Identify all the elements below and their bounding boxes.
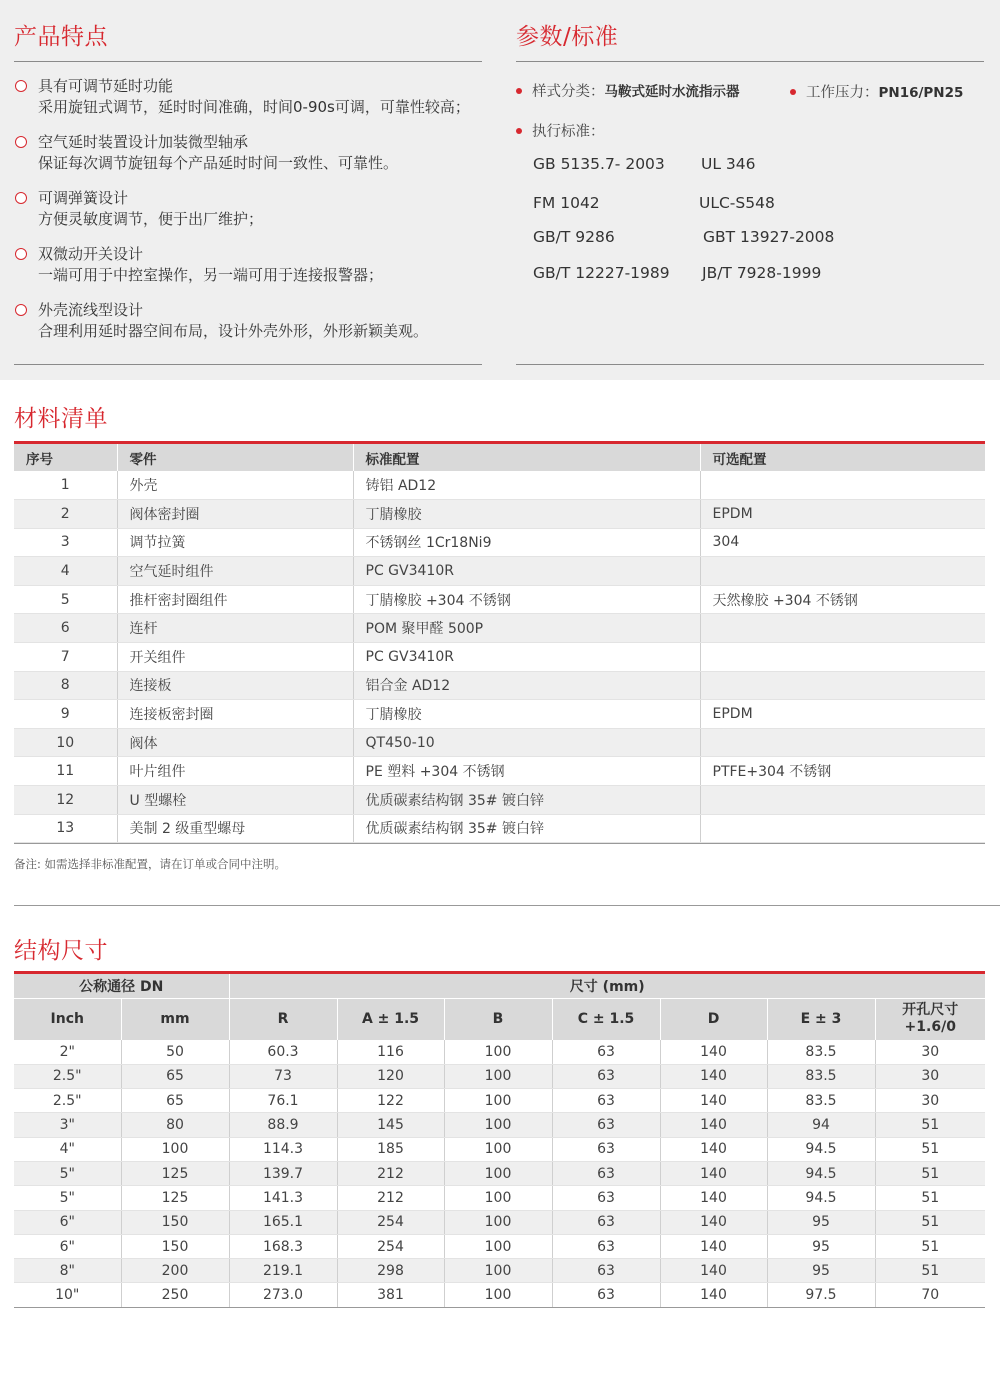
table-cell: 连接板密封圈	[117, 700, 353, 729]
table-cell: 95	[767, 1234, 875, 1258]
table-cell: 100	[444, 1161, 552, 1185]
table-cell: 5	[14, 585, 117, 614]
table-cell: 97.5	[767, 1283, 875, 1307]
table-cell: 94	[767, 1113, 875, 1137]
col-header: R	[229, 998, 337, 1040]
table-cell: 100	[444, 1283, 552, 1307]
table-cell: 30	[875, 1040, 985, 1064]
table-cell: POM 聚甲醛 500P	[353, 614, 700, 643]
pressure-value: PN16/PN25	[878, 85, 964, 101]
table-cell: 381	[337, 1283, 444, 1307]
col-header: E ± 3	[767, 998, 875, 1040]
table-cell: 304	[700, 528, 985, 557]
table-cell: 2"	[14, 1040, 121, 1064]
table-cell: 3	[14, 528, 117, 557]
table-row	[14, 1283, 985, 1307]
table-cell: 140	[660, 1161, 767, 1185]
style-label: 样式分类：	[532, 84, 605, 100]
table-cell: 95	[767, 1210, 875, 1234]
col-header: A ± 1.5	[337, 998, 444, 1040]
table-cell: EPDM	[700, 500, 985, 529]
table-cell: 6"	[14, 1234, 121, 1258]
table-cell: 4	[14, 557, 117, 586]
table-cell: 连杆	[117, 614, 353, 643]
dimensions-header-row	[14, 998, 985, 1040]
feature-desc: 保证每次调节旋钮每个产品延时时间一致性、可靠性。	[38, 154, 399, 172]
group-header-dn: 公称通径 DN	[14, 974, 229, 998]
table-cell: 140	[660, 1210, 767, 1234]
table-cell: 63	[552, 1064, 660, 1088]
table-cell: 丁腈橡胶 +304 不锈钢	[353, 585, 700, 614]
table-cell: 140	[660, 1186, 767, 1210]
table-cell: 94.5	[767, 1161, 875, 1185]
table-cell: 63	[552, 1259, 660, 1283]
table-cell: 6	[14, 614, 117, 643]
table-row	[14, 700, 985, 729]
table-cell: 150	[121, 1210, 229, 1234]
table-cell: 140	[660, 1137, 767, 1161]
standard-label: 执行标准：	[532, 124, 605, 140]
table-cell: 125	[121, 1186, 229, 1210]
params-bottom-rule	[516, 364, 984, 365]
col-header: C ± 1.5	[552, 998, 660, 1040]
table-cell: 100	[444, 1040, 552, 1064]
table-cell: QT450-10	[353, 728, 700, 757]
table-cell: 推杆密封圈组件	[117, 585, 353, 614]
table-row	[14, 1234, 985, 1258]
table-cell: 连接板	[117, 671, 353, 700]
table-cell: 140	[660, 1259, 767, 1283]
table-cell: 2.5"	[14, 1089, 121, 1113]
table-cell	[700, 557, 985, 586]
features-top-rule	[14, 61, 482, 62]
table-cell	[700, 614, 985, 643]
table-cell: 调节拉簧	[117, 528, 353, 557]
table-cell: 200	[121, 1259, 229, 1283]
table-cell: 13	[14, 814, 117, 843]
table-cell: 250	[121, 1283, 229, 1307]
table-row	[14, 1186, 985, 1210]
feature-item	[14, 76, 484, 132]
standard-item: GB/T 12227-1989	[533, 264, 670, 282]
table-cell: 4"	[14, 1137, 121, 1161]
table-row	[14, 728, 985, 757]
table-cell	[700, 471, 985, 500]
table-row	[14, 1040, 985, 1064]
table-cell: 10"	[14, 1283, 121, 1307]
standard-item: UL 346	[701, 155, 756, 173]
table-cell: 120	[337, 1064, 444, 1088]
table-cell: 不锈钢丝 1Cr18Ni9	[353, 528, 700, 557]
table-cell: 空气延时组件	[117, 557, 353, 586]
params-title: 参数/标准	[516, 24, 619, 50]
table-cell: 219.1	[229, 1259, 337, 1283]
table-cell: 2.5"	[14, 1064, 121, 1088]
table-cell: 阀体	[117, 728, 353, 757]
table-cell: 12	[14, 786, 117, 815]
materials-table	[14, 444, 985, 843]
table-cell: 51	[875, 1161, 985, 1185]
table-cell: 30	[875, 1089, 985, 1113]
table-cell: 298	[337, 1259, 444, 1283]
feature-desc: 采用旋钮式调节，延时时间准确，时间0-90s可调，可靠性较高；	[38, 98, 470, 116]
table-cell: 60.3	[229, 1040, 337, 1064]
table-cell: 140	[660, 1064, 767, 1088]
table-cell: 145	[337, 1113, 444, 1137]
table-cell: 3"	[14, 1113, 121, 1137]
standard-item: GB 5135.7- 2003	[533, 155, 665, 173]
table-cell: 8"	[14, 1259, 121, 1283]
table-cell: 51	[875, 1210, 985, 1234]
table-cell: 100	[444, 1089, 552, 1113]
materials-title: 材料清单	[14, 406, 108, 432]
table-cell: 254	[337, 1210, 444, 1234]
table-cell: 165.1	[229, 1210, 337, 1234]
table-cell: 65	[121, 1064, 229, 1088]
table-cell	[700, 671, 985, 700]
table-cell: 168.3	[229, 1234, 337, 1258]
table-cell: 51	[875, 1234, 985, 1258]
standard-item: JB/T 7928-1999	[702, 264, 822, 282]
table-row	[14, 786, 985, 815]
feature-title: 空气延时装置设计加装微型轴承	[38, 133, 249, 151]
dimensions-group-row	[14, 974, 985, 998]
table-cell: 丁腈橡胶	[353, 500, 700, 529]
table-cell: 125	[121, 1161, 229, 1185]
table-row	[14, 1137, 985, 1161]
feature-item	[14, 300, 484, 356]
feature-title: 双微动开关设计	[38, 245, 144, 263]
table-row	[14, 500, 985, 529]
table-cell: 优质碳素结构钢 35# 镀白锌	[353, 786, 700, 815]
standard-item: ULC-S548	[699, 194, 775, 212]
table-cell: 212	[337, 1161, 444, 1185]
table-row	[14, 1161, 985, 1185]
table-cell: 100	[444, 1064, 552, 1088]
table-cell: 95	[767, 1259, 875, 1283]
table-cell: 2	[14, 500, 117, 529]
table-cell: PC GV3410R	[353, 557, 700, 586]
table-cell: 185	[337, 1137, 444, 1161]
table-cell: 100	[444, 1113, 552, 1137]
bullet-dot-icon	[516, 88, 522, 94]
feature-item	[14, 244, 484, 300]
feature-desc: 方便灵敏度调节，便于出厂维护；	[38, 210, 264, 228]
circle-bullet-icon	[15, 304, 27, 316]
table-row	[14, 614, 985, 643]
table-cell: 140	[660, 1089, 767, 1113]
table-cell: 140	[660, 1040, 767, 1064]
bullet-dot-icon	[516, 128, 522, 134]
table-cell: 阀体密封圈	[117, 500, 353, 529]
table-cell: 10	[14, 728, 117, 757]
table-cell: 150	[121, 1234, 229, 1258]
table-cell: 100	[444, 1234, 552, 1258]
table-cell: 外壳	[117, 471, 353, 500]
feature-item	[14, 188, 484, 244]
table-row	[14, 757, 985, 786]
table-cell: 140	[660, 1283, 767, 1307]
table-cell: 254	[337, 1234, 444, 1258]
table-row	[14, 585, 985, 614]
features-list	[14, 76, 484, 356]
table-cell: 122	[337, 1089, 444, 1113]
table-cell: 铝合金 AD12	[353, 671, 700, 700]
table-cell: 11	[14, 757, 117, 786]
col-header: 序号	[14, 444, 117, 471]
dimensions-table	[14, 974, 985, 1308]
table-cell: 100	[444, 1137, 552, 1161]
table-cell: 83.5	[767, 1089, 875, 1113]
table-cell: 65	[121, 1089, 229, 1113]
table-cell	[700, 814, 985, 843]
feature-title: 可调弹簧设计	[38, 189, 129, 207]
table-cell: 88.9	[229, 1113, 337, 1137]
table-cell: 100	[444, 1259, 552, 1283]
table-row	[14, 557, 985, 586]
style-row	[516, 80, 740, 101]
table-cell: 116	[337, 1040, 444, 1064]
table-cell	[700, 643, 985, 672]
col-header: Inch	[14, 998, 121, 1040]
table-cell: 114.3	[229, 1137, 337, 1161]
table-row	[14, 1259, 985, 1283]
table-cell: 30	[875, 1064, 985, 1088]
table-cell: 63	[552, 1113, 660, 1137]
table-cell: 6"	[14, 1210, 121, 1234]
materials-bottom-rule	[14, 843, 985, 844]
table-row	[14, 1210, 985, 1234]
table-row	[14, 1113, 985, 1137]
table-cell: 美制 2 级重型螺母	[117, 814, 353, 843]
col-header: D	[660, 998, 767, 1040]
col-header: 开孔尺寸 +1.6/0	[875, 998, 985, 1040]
table-cell: 63	[552, 1234, 660, 1258]
table-cell: 51	[875, 1137, 985, 1161]
group-header-size: 尺寸 (mm)	[229, 974, 985, 998]
col-header: 标准配置	[353, 444, 700, 471]
feature-desc: 一端可用于中控室操作，另一端可用于连接报警器；	[38, 266, 384, 284]
table-cell: 83.5	[767, 1040, 875, 1064]
pressure-label: 工作压力：	[806, 85, 879, 101]
table-cell: 63	[552, 1283, 660, 1307]
table-cell: 7	[14, 643, 117, 672]
table-cell: 63	[552, 1040, 660, 1064]
dimensions-bottom-rule	[14, 1307, 985, 1308]
style-value: 马鞍式延时水流指示器	[604, 84, 740, 100]
table-cell: 100	[444, 1186, 552, 1210]
table-cell: 51	[875, 1259, 985, 1283]
table-row	[14, 643, 985, 672]
table-cell: 8	[14, 671, 117, 700]
features-bottom-rule	[14, 364, 482, 365]
table-cell: 5"	[14, 1161, 121, 1185]
feature-title: 外壳流线型设计	[38, 301, 144, 319]
table-cell: 100	[121, 1137, 229, 1161]
table-cell: PC GV3410R	[353, 643, 700, 672]
table-row	[14, 1064, 985, 1088]
table-cell: 140	[660, 1113, 767, 1137]
table-cell	[700, 728, 985, 757]
table-cell: 94.5	[767, 1137, 875, 1161]
table-row	[14, 671, 985, 700]
feature-desc: 合理利用延时器空间布局，设计外壳外形，外形新颖美观。	[38, 322, 429, 340]
table-cell: EPDM	[700, 700, 985, 729]
table-cell: 63	[552, 1137, 660, 1161]
table-cell: 50	[121, 1040, 229, 1064]
table-cell: 优质碳素结构钢 35# 镀白锌	[353, 814, 700, 843]
table-cell: 273.0	[229, 1283, 337, 1307]
table-cell: 94.5	[767, 1186, 875, 1210]
table-cell: 1	[14, 471, 117, 500]
params-top-rule	[516, 61, 984, 62]
standard-row	[516, 120, 605, 141]
table-row	[14, 471, 985, 500]
circle-bullet-icon	[15, 192, 27, 204]
materials-note: 备注: 如需选择非标准配置，请在订单或合同中注明。	[14, 857, 287, 871]
table-cell: 76.1	[229, 1089, 337, 1113]
table-cell: 63	[552, 1089, 660, 1113]
standard-item: GBT 13927-2008	[703, 228, 835, 246]
standard-item: GB/T 9286	[533, 228, 615, 246]
table-cell: 212	[337, 1186, 444, 1210]
table-cell: 铸铝 AD12	[353, 471, 700, 500]
table-cell: 70	[875, 1283, 985, 1307]
circle-bullet-icon	[15, 248, 27, 260]
col-header: B	[444, 998, 552, 1040]
table-cell: PE 塑料 +304 不锈钢	[353, 757, 700, 786]
table-cell: 叶片组件	[117, 757, 353, 786]
table-row	[14, 814, 985, 843]
table-cell: 天然橡胶 +304 不锈钢	[700, 585, 985, 614]
table-cell: 丁腈橡胶	[353, 700, 700, 729]
table-cell: 83.5	[767, 1064, 875, 1088]
table-cell: U 型螺栓	[117, 786, 353, 815]
feature-item	[14, 132, 484, 188]
table-cell: 5"	[14, 1186, 121, 1210]
dimensions-title: 结构尺寸	[14, 938, 108, 964]
bullet-dot-icon	[790, 89, 796, 95]
table-cell: 139.7	[229, 1161, 337, 1185]
table-cell: 开关组件	[117, 643, 353, 672]
table-cell: 9	[14, 700, 117, 729]
standard-item: FM 1042	[533, 194, 600, 212]
table-row	[14, 1089, 985, 1113]
materials-header-row	[14, 444, 985, 471]
table-cell	[700, 786, 985, 815]
features-title: 产品特点	[14, 24, 108, 50]
table-cell: PTFE+304 不锈钢	[700, 757, 985, 786]
table-cell: 51	[875, 1186, 985, 1210]
col-header: mm	[121, 998, 229, 1040]
col-header: 零件	[117, 444, 353, 471]
table-cell: 141.3	[229, 1186, 337, 1210]
table-cell: 140	[660, 1234, 767, 1258]
table-cell: 100	[444, 1210, 552, 1234]
feature-title: 具有可调节延时功能	[38, 77, 174, 95]
circle-bullet-icon	[15, 80, 27, 92]
circle-bullet-icon	[15, 136, 27, 148]
pressure-row	[790, 81, 963, 102]
table-cell: 63	[552, 1210, 660, 1234]
table-cell: 73	[229, 1064, 337, 1088]
table-cell: 63	[552, 1161, 660, 1185]
table-cell: 80	[121, 1113, 229, 1137]
section-divider	[14, 905, 1000, 906]
table-cell: 51	[875, 1113, 985, 1137]
col-header: 可选配置	[700, 444, 985, 471]
table-row	[14, 528, 985, 557]
table-cell: 63	[552, 1186, 660, 1210]
